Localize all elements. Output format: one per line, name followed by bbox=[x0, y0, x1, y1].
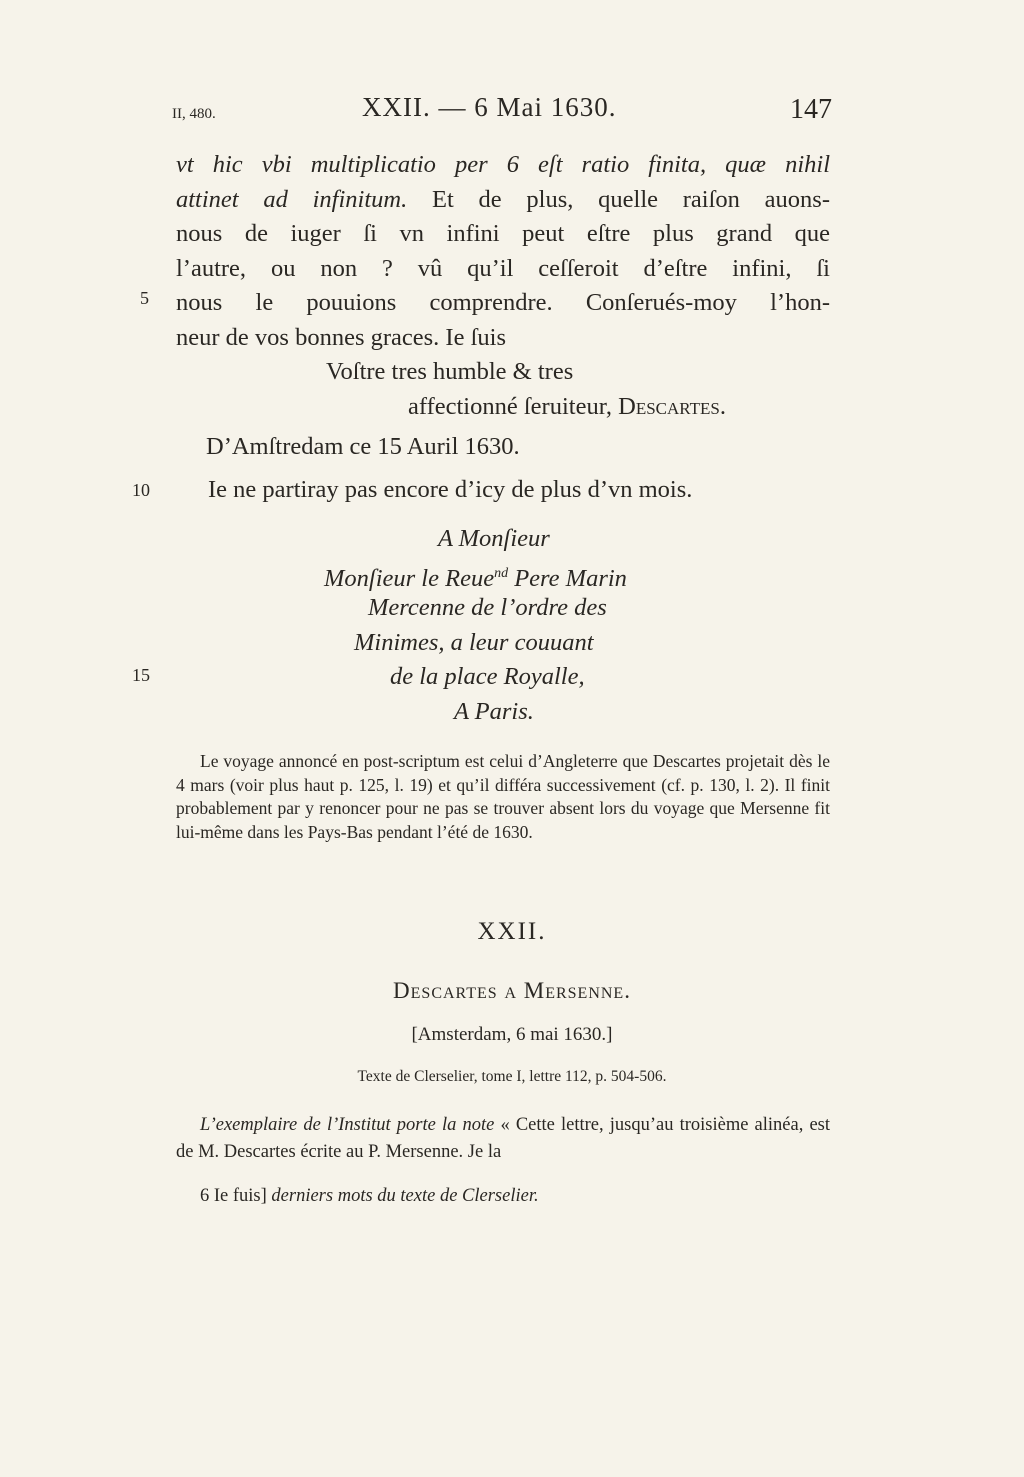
signature: Descartes. bbox=[618, 392, 726, 420]
address-line-5: de la place Royalle, bbox=[390, 663, 585, 690]
source-reference: Texte de Clerselier, tome I, lettre 112, p. 504-506. bbox=[357, 1068, 667, 1085]
text-line-4: l’autre, ou non ? vû qu’il ceſſeroit d’eſtre infini, ſi bbox=[176, 254, 830, 282]
line-number-10: 10 bbox=[132, 480, 150, 500]
text-line-1: vt hic vbi multiplicatio per 6 eſt ratio finita, quæ nihil bbox=[176, 151, 830, 178]
closing-text: affectionné ſeruiteur, bbox=[408, 392, 612, 420]
superscript: nd bbox=[494, 565, 509, 581]
address-line-6: A Paris. bbox=[454, 697, 534, 725]
volume-reference: II, 480. bbox=[172, 106, 216, 122]
footnote-ref: 6 Ie fuis] bbox=[200, 1186, 267, 1206]
closing-line-2 bbox=[408, 390, 726, 425]
address-text: Monſieur le Reue bbox=[324, 564, 495, 592]
address-text: Pere Marin bbox=[508, 564, 627, 592]
page-number: 147 bbox=[790, 94, 832, 125]
description-rest: « Cette lettre, jusqu’au troisième alinéa, est de M. Descartes écrite au P. Mersenne. Je la bbox=[176, 1115, 831, 1162]
note-text: Le voyage annoncé en post-scriptum est celui d’Angleterre que Descartes projetait dès le 4 mars (voir plus haut p. 125, l. 19) et qu’il différa successivement (cf. p. 130, l. 2). Il finit probablement par y renoncer pour ne pas se trouver absent lors du voyage que Mersenne fit lui-même dans les Pays-Bas pendant l’été de 1630. bbox=[176, 751, 830, 842]
postscript: Ie ne partiray pas encore d’icy de plus d’vn mois. bbox=[208, 476, 693, 503]
address-line-1: A Monſieur bbox=[438, 525, 550, 552]
line-number-5: 5 bbox=[140, 288, 149, 308]
description-italic: L’exemplaire de l’Institut porte la note bbox=[200, 1115, 495, 1135]
latin-phrase: attinet ad infinitum. bbox=[176, 185, 408, 213]
footnote-text: derniers mots du texte de Clerselier. bbox=[266, 1186, 539, 1206]
editorial-note bbox=[176, 750, 830, 844]
letter-number: XXII. bbox=[477, 918, 547, 945]
text-line-5: nous le pouuions comprendre. Conſerués-moy l’hon- bbox=[176, 289, 830, 316]
text-line-6: neur de vos bonnes graces. Ie ſuis bbox=[176, 323, 506, 351]
letter-heading: Descartes a Mersenne. bbox=[393, 978, 631, 1003]
description-text bbox=[176, 1112, 830, 1166]
letter-date: [Amsterdam, 6 mai 1630.] bbox=[411, 1024, 613, 1045]
closing-line-1: Voſtre tres humble & tres bbox=[326, 358, 574, 385]
address-line-4: Minimes, a leur couuant bbox=[354, 628, 594, 656]
text-line-2 bbox=[176, 183, 830, 218]
text-span: Et de plus, quelle raiſon auons- bbox=[407, 185, 830, 213]
letter-description bbox=[176, 1112, 830, 1166]
address-line-3: Mercenne de l’ordre des bbox=[368, 594, 607, 621]
text-line-3: nous de iuger ſi vn infini peut eſtre plus grand que bbox=[176, 220, 830, 247]
line-number-15: 15 bbox=[132, 665, 150, 685]
running-title: XXII. — 6 Mai 1630. bbox=[362, 92, 617, 122]
footnote bbox=[200, 1186, 539, 1207]
dateline: D’Amſtredam ce 15 Auril 1630. bbox=[206, 433, 520, 460]
running-head bbox=[172, 92, 832, 132]
